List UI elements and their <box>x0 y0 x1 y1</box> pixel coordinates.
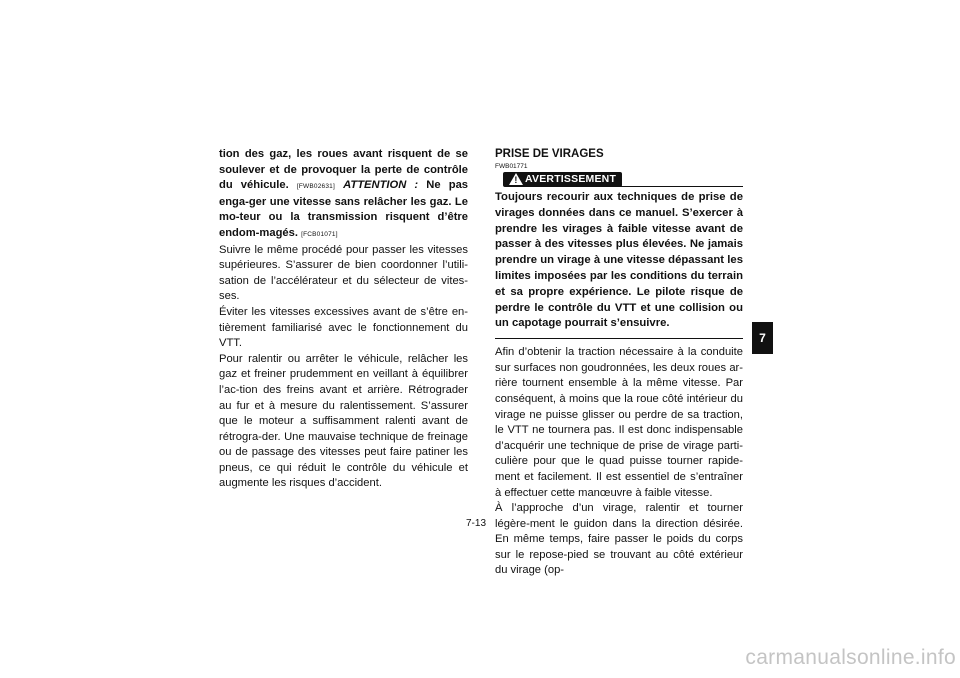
attention-label: ATTENTION : <box>343 179 419 192</box>
watermark: carmanualsonline.info <box>745 646 956 669</box>
warning-top-rule <box>617 186 743 187</box>
warning-badge <box>503 172 622 187</box>
warning-bottom-rule <box>495 338 743 339</box>
warning-header <box>495 172 743 188</box>
speed-paragraph: Éviter les vitesses excessives avant de s’être en-tièrement familiarisé avec le fonctionnement du VTT. <box>219 305 468 350</box>
warning-label: AVERTISSEMENT <box>525 173 617 185</box>
approach-paragraph: À l’approche d’un virage, ralentir et tourner légère-ment le guidon dans la direction désirée. En même temps, faire passer le poids du corps sur le repose-pied se trouvant au côté extérieur du virage (op- <box>495 502 743 577</box>
intro-paragraph <box>219 147 468 243</box>
section-code: FWB01771 <box>495 163 528 170</box>
attention-text: Ne pas enga-ger une vitesse sans relâcher les gaz. Le mo-teur ou la transmission risquent d’être endom-magés. <box>219 179 469 239</box>
traction-paragraph: Afin d’obtenir la traction nécessaire à la conduite sur surfaces non goudronnées, les deux roues ar-rière tournent ensemble à la même vitesse. Par conséquent, à moins que la roue côté intérieur du virage ne puisse glisser ou perdre de sa traction, le VTT ne tournera pas. Il est donc indispensable d’acquérir une technique de prise de virage parti-culière pour que le quad puisse tourner rapide-ment et facilement. Il est essentiel de s’entraîner à effectuer cette manœuvre à faible vitesse. <box>495 346 743 499</box>
chapter-tab: 7 <box>752 322 773 354</box>
braking-paragraph: Pour ralentir ou arrêter le véhicule, relâcher les gaz et freiner prudemment en veillant à équilibrer l’ac-tion des freins avant et arrière. Rétrograder au fur et à mesure du ralentissement. S’assurer que le moteur a suffisamment ralenti avant de rétrogra-der. Une mauvaise technique de freinage ou de passage des vitesses peut faire patiner les pneus, ce qui réduit le contrôle du véhicule et augmente les risques d’accident. <box>219 352 468 490</box>
warning-text: Toujours recourir aux techniques de prise de virages données dans ce manuel. S’exercer à prendre les virages à faible vitesse avant de passer à des vitesses plus élevées. Ne jamais prendre un virage à une vitesse dépassant les limites imposées par les conditions du terrain et sa propre expérience. Le pilote risque de perdre le contrôle du VTT et une collision ou un capotage pourrait s’ensuivre. <box>495 191 743 330</box>
right-column <box>495 147 743 579</box>
left-column <box>219 147 468 492</box>
intro-bold-text: tion des gaz, les roues avant risquent de se soulever et de provoquer la perte de contrôle du véhicule. <box>219 148 468 192</box>
exclamation-icon: ! <box>514 175 518 185</box>
page-number: 7-13 <box>466 518 487 529</box>
section-heading: PRISE DE VIRAGES <box>495 148 604 160</box>
warning-code: [FWB02631] <box>296 183 335 191</box>
caution-code: [FCB01071] <box>301 230 338 238</box>
upshift-paragraph: Suivre le même procédé pour passer les vitesses supérieures. S’assurer de bien coordonner l’utili-sation de l’accélérateur et du sélecteur de vites-ses. <box>219 243 468 303</box>
